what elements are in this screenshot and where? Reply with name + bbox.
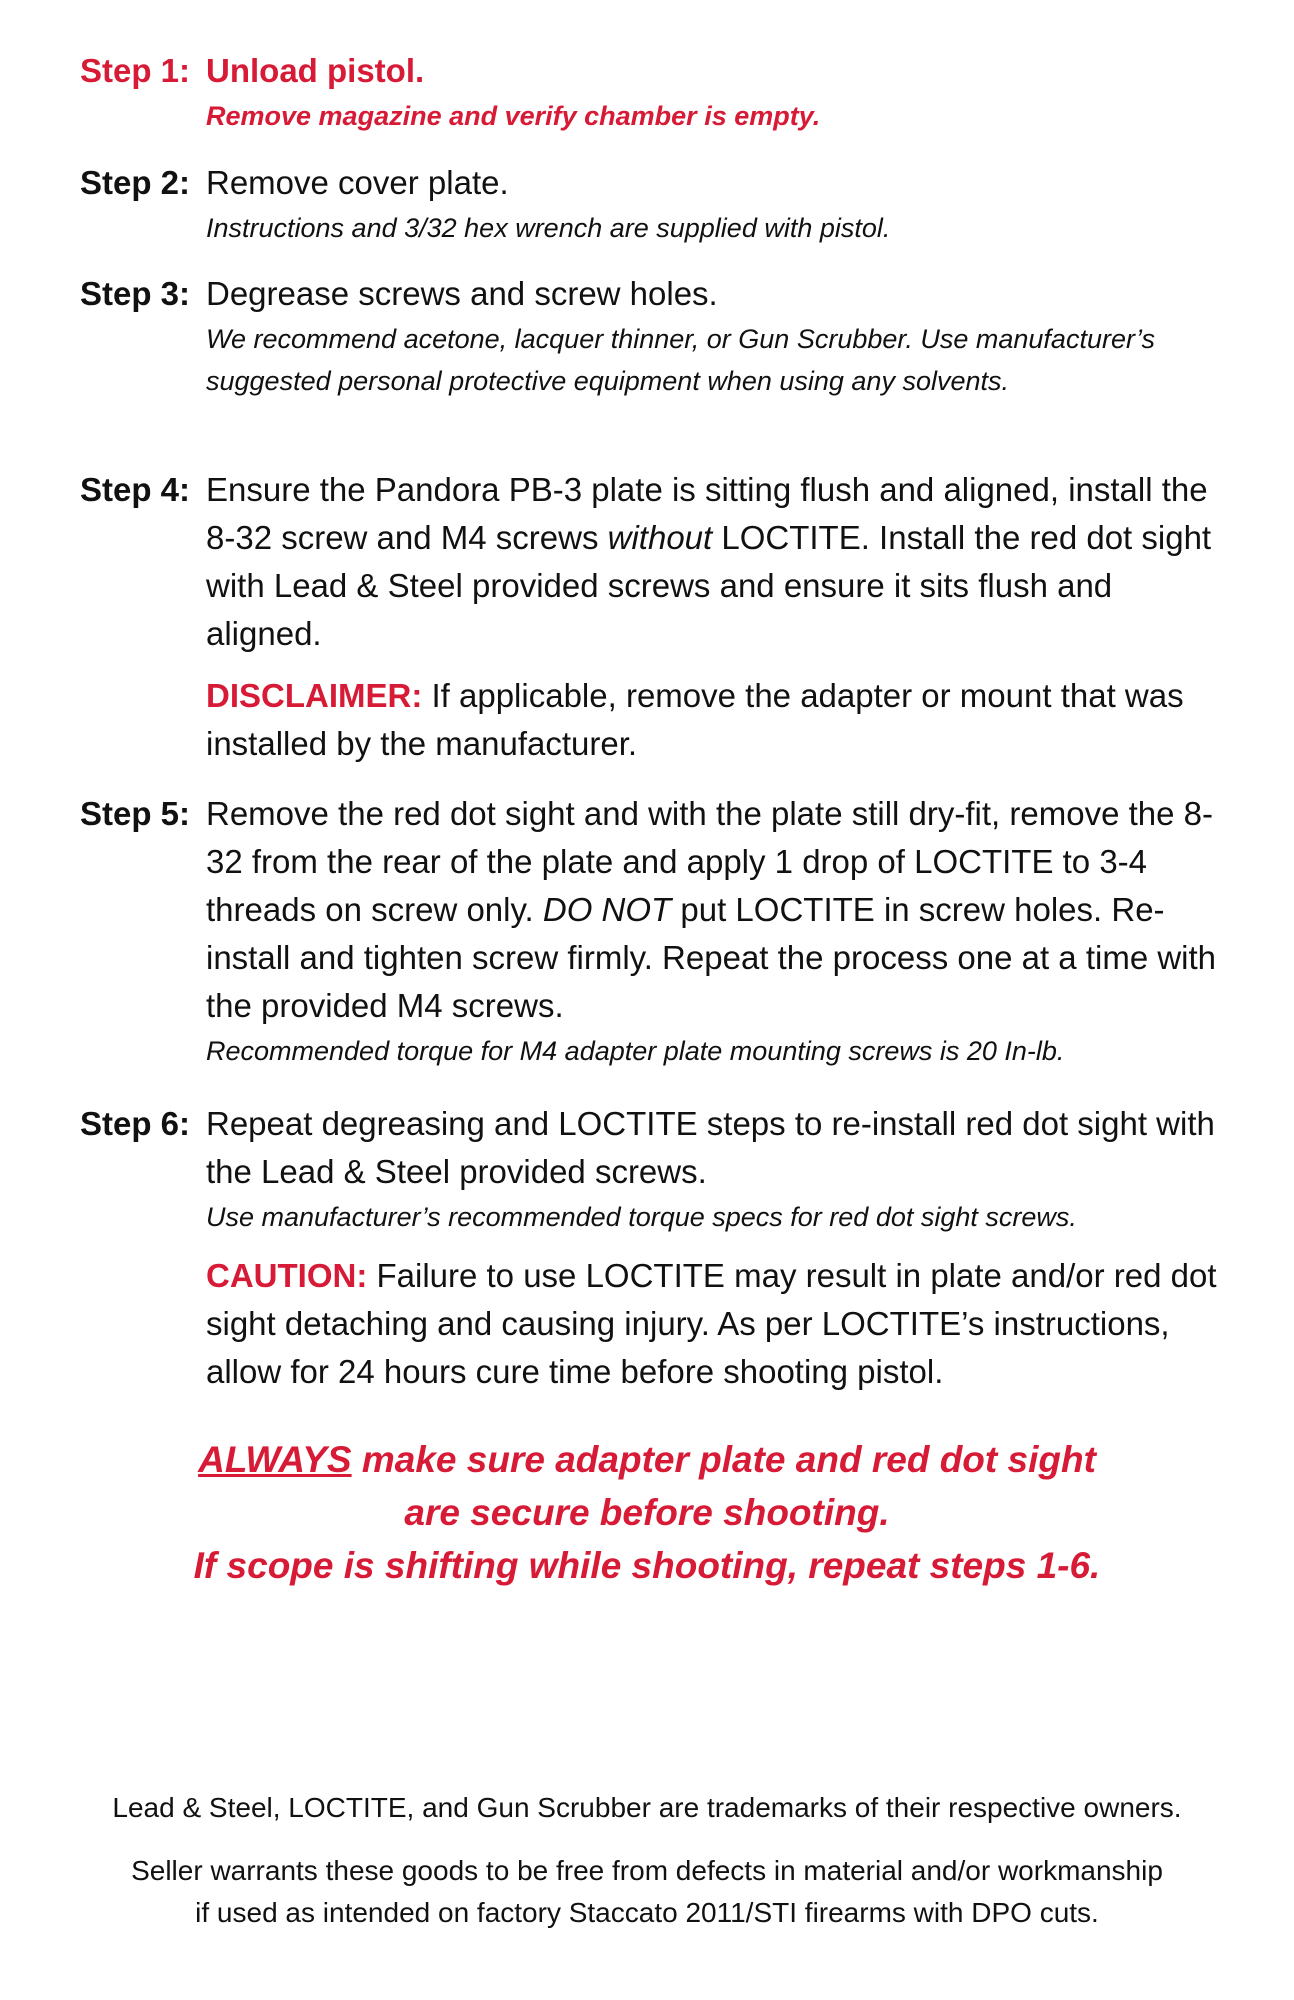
step-1-note: Remove magazine and verify chamber is empty. (206, 101, 821, 131)
warning-line-1: ALWAYS make sure adapter plate and red dot sight (198, 1439, 1096, 1480)
step-3-title: Degrease screws and screw holes. (206, 275, 718, 312)
step-6-number: Step 6: (80, 1105, 191, 1142)
step-2-number: Step 2: (80, 164, 191, 201)
step-5 (80, 790, 1234, 1072)
step-5-note: Recommended torque for M4 adapter plate mounting screws is 20 In-lb. (206, 1036, 1065, 1066)
disclaimer-label: DISCLAIMER: (206, 677, 423, 714)
step-3 (80, 270, 1234, 402)
step-2 (80, 159, 1234, 249)
trademark-notice: Lead & Steel, LOCTITE, and Gun Scrubber are trademarks of their respective owners. (112, 1792, 1182, 1823)
step-4 (80, 466, 1234, 768)
disclaimer-text: If applicable, remove the adapter or mount that was installed by the manufacturer. (206, 677, 1184, 762)
step-6-title: Repeat degreasing and LOCTITE steps to re-install red dot sight with the Lead & Steel provided screws. (206, 1105, 1215, 1190)
warning-line-3: If scope is shifting while shooting, repeat steps 1-6. (193, 1545, 1101, 1586)
caution-label: CAUTION: (206, 1257, 368, 1294)
step-5-emphasis: DO NOT (542, 891, 672, 928)
step-2-title: Remove cover plate. (206, 164, 509, 201)
step-4-number: Step 4: (80, 471, 191, 508)
always-emphasis: ALWAYS (198, 1439, 352, 1480)
step-5-number: Step 5: (80, 795, 191, 832)
caution-text: Failure to use LOCTITE may result in plate and/or red dot sight detaching and causing injury. As per LOCTITE’s instructions, allow for 24 hours cure time before shooting pistol. (206, 1257, 1217, 1390)
warranty-line-1: Seller warrants these goods to be free from defects in material and/or workmanship (131, 1855, 1163, 1886)
step-4-emphasis: without (607, 519, 713, 556)
step-3-number: Step 3: (80, 275, 191, 312)
warranty-line-2: if used as intended on factory Staccato 2011/STI firearms with DPO cuts. (195, 1897, 1099, 1928)
step-1-title: Unload pistol. (206, 52, 425, 89)
step-1 (80, 47, 1234, 137)
step-6-note: Use manufacturer’s recommended torque specs for red dot sight screws. (206, 1202, 1077, 1232)
warranty-notice (0, 1850, 1294, 1934)
step-5-title: Remove the red dot sight and with the plate still dry-fit, remove the 8-32 from the rear of the plate and apply 1 drop of LOCTITE to 3-4 threads on screw only. DO NOT put LOCTITE in screw holes. Re-install and tighten screw firmly. Repeat the process one at a time with the provided M4 screws. (206, 795, 1217, 1024)
final-warning (0, 1433, 1294, 1592)
caution (206, 1252, 1234, 1396)
step-4-title: Ensure the Pandora PB-3 plate is sitting flush and aligned, install the 8-32 screw and M4 screws without LOCTITE. Install the red dot sight with Lead & Steel provided screws and ensure it sits flush and aligned. (206, 471, 1212, 652)
step-3-note: We recommend acetone, lacquer thinner, or Gun Scrubber. Use manufacturer’s suggested personal protective equipment when using any solvents. (206, 324, 1155, 396)
step-1-number: Step 1: (80, 52, 191, 89)
warning-line-2: are secure before shooting. (404, 1492, 890, 1533)
disclaimer (206, 672, 1234, 768)
step-6 (80, 1100, 1234, 1396)
step-2-note: Instructions and 3/32 hex wrench are supplied with pistol. (206, 213, 891, 243)
